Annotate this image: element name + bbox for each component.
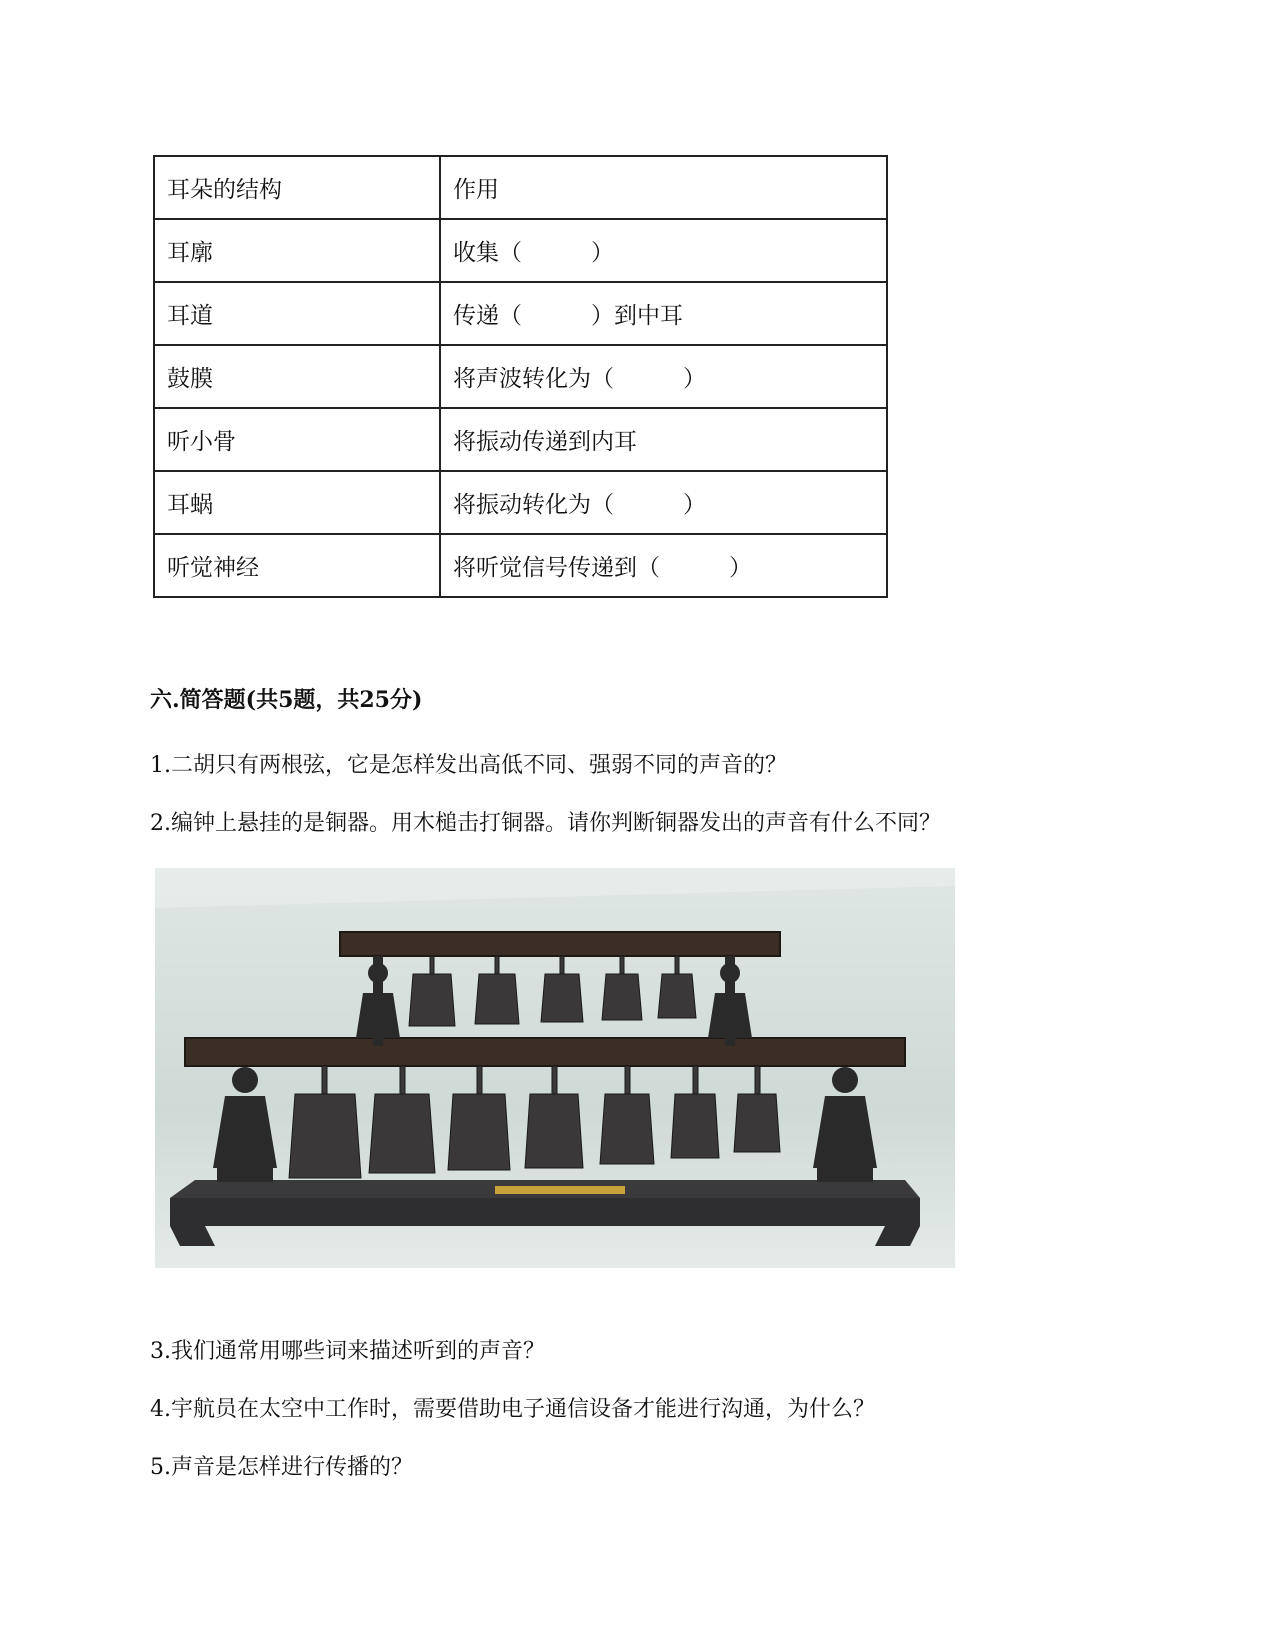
table-cell-structure: 耳廓 [154, 219, 440, 282]
table-header-function: 作用 [440, 156, 887, 219]
bianzhong-bells-photo [155, 868, 955, 1268]
question-2: 2.编钟上悬挂的是铜器。用木槌击打铜器。请你判断铜器发出的声音有什么不同？ [150, 811, 941, 836]
table-cell-function: 收集（ ） [440, 219, 887, 282]
table-row [154, 408, 887, 471]
question-4: 4.宇航员在太空中工作时，需要借助电子通信设备才能进行沟通，为什么？ [150, 1397, 875, 1422]
table-cell-structure: 听小骨 [154, 408, 440, 471]
table-row [154, 156, 887, 219]
table-cell-structure: 听觉神经 [154, 534, 440, 597]
table-row [154, 219, 887, 282]
table-cell-structure: 鼓膜 [154, 345, 440, 408]
table-cell-structure: 耳蜗 [154, 471, 440, 534]
table-cell-function: 传递（ ）到中耳 [440, 282, 887, 345]
question-1: 1.二胡只有两根弦，它是怎样发出高低不同、强弱不同的声音的？ [150, 753, 787, 778]
ear-structure-table [153, 155, 888, 598]
table-row [154, 282, 887, 345]
table-cell-function: 将振动转化为（ ） [440, 471, 887, 534]
table-cell-function: 将听觉信号传递到（ ） [440, 534, 887, 597]
table-cell-function: 将振动传递到内耳 [440, 408, 887, 471]
section-title: 六.简答题(共5题，共25分) [150, 687, 423, 713]
question-5: 5.声音是怎样进行传播的？ [150, 1455, 413, 1480]
table-row [154, 534, 887, 597]
question-3: 3.我们通常用哪些词来描述听到的声音？ [150, 1339, 545, 1364]
table-cell-function: 将声波转化为（ ） [440, 345, 887, 408]
table-row [154, 471, 887, 534]
table-header-structure: 耳朵的结构 [154, 156, 440, 219]
table-cell-structure: 耳道 [154, 282, 440, 345]
table-row [154, 345, 887, 408]
